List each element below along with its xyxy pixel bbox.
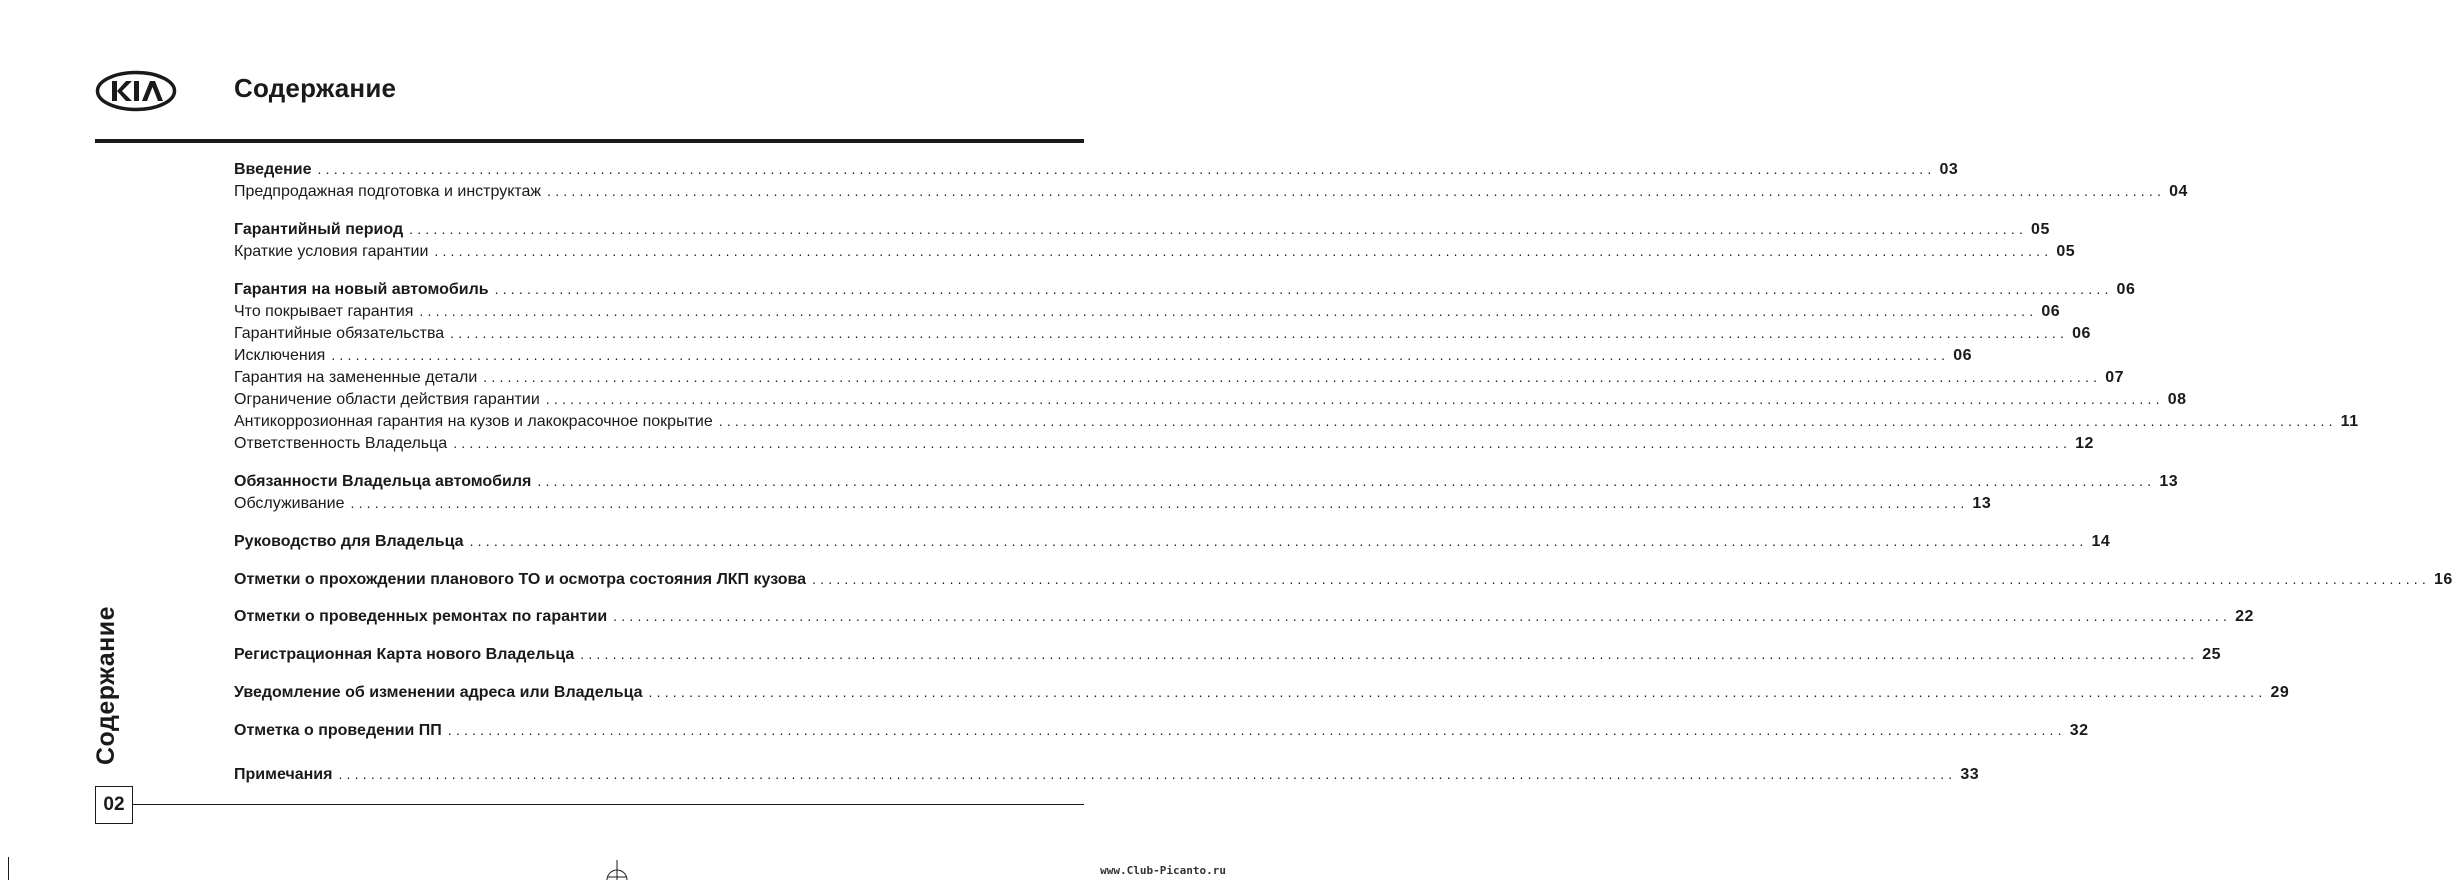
toc-entry-page: 05 bbox=[2031, 221, 2050, 238]
toc-entry-page: 14 bbox=[2091, 533, 2111, 550]
toc-entry-label: Гарантия на замененные детали bbox=[234, 369, 478, 386]
toc-entry-page: 07 bbox=[2105, 369, 2124, 386]
toc-entry[interactable] bbox=[234, 643, 2221, 665]
toc-entry-page: 33 bbox=[1960, 766, 1980, 783]
toc-entry-label: Предпродажная подготовка и инструктаж bbox=[234, 183, 542, 200]
toc-entry-page: 05 bbox=[2056, 243, 2076, 260]
toc-entry-label: Введение bbox=[234, 161, 312, 178]
toc-entry-label: Гарантийные обязательства bbox=[234, 325, 445, 342]
toc-entry-label: Ограничение области действия гарантии bbox=[234, 391, 540, 408]
toc-entry[interactable] bbox=[234, 300, 2061, 322]
toc-entry[interactable] bbox=[234, 180, 2188, 202]
page-number: 02 bbox=[95, 786, 133, 824]
toc-entry-label: Что покрывает гарантия bbox=[234, 303, 414, 320]
toc-entry-label: Гарантийный период bbox=[234, 221, 404, 238]
toc-entry[interactable] bbox=[234, 568, 2453, 590]
registration-mark-icon bbox=[605, 860, 629, 880]
header-rule bbox=[95, 139, 1084, 143]
toc-entry-page: 12 bbox=[2075, 435, 2094, 452]
toc-entry-label: Отметка о проведении ПП bbox=[234, 722, 442, 739]
toc-entry-page: 16 bbox=[2433, 571, 2453, 588]
toc-entry-page: 32 bbox=[2069, 722, 2089, 739]
toc-entry-page: 06 bbox=[2041, 303, 2061, 320]
toc-entry[interactable] bbox=[234, 605, 2254, 627]
side-section-label: Содержание bbox=[92, 605, 120, 765]
toc-leader-dots: ........................................................................................................................................................................................................ bbox=[547, 183, 2166, 199]
toc-entry[interactable] bbox=[234, 470, 2179, 492]
toc-entry-label: Обязанности Владельца автомобиля bbox=[234, 473, 532, 490]
toc-leader-dots: ........................................................................................................................................................................................................ bbox=[537, 473, 2156, 489]
toc-entry-page: 25 bbox=[2202, 646, 2221, 663]
toc-leader-dots: ........................................................................................................................................................................................................ bbox=[331, 347, 1950, 363]
toc-entry[interactable] bbox=[234, 432, 2094, 454]
toc-entry[interactable] bbox=[234, 218, 2050, 240]
toc-entry[interactable] bbox=[234, 344, 1973, 366]
toc-entry-page: 13 bbox=[1972, 495, 1992, 512]
toc-entry-page: 08 bbox=[2167, 391, 2187, 408]
toc-entry[interactable] bbox=[234, 719, 2089, 741]
toc-entry-label: Отметки о прохождении планового ТО и осмотра состояния ЛКП кузова bbox=[234, 571, 807, 588]
toc-leader-dots: ........................................................................................................................................................................................................ bbox=[613, 608, 2232, 624]
toc-leader-dots: ........................................................................................................................................................................................................ bbox=[648, 684, 2267, 700]
toc-entry[interactable] bbox=[234, 158, 1959, 180]
toc-entry-label: Ответственность Владельца bbox=[234, 435, 448, 452]
toc-leader-dots: ........................................................................................................................................................................................................ bbox=[338, 766, 1957, 782]
toc-entry[interactable] bbox=[234, 388, 2187, 410]
toc-leader-dots: ........................................................................................................................................................................................................ bbox=[317, 161, 1936, 177]
toc-entry[interactable] bbox=[234, 530, 2111, 552]
toc-leader-dots: ........................................................................................................................................................................................................ bbox=[453, 435, 2072, 451]
toc-entry-page: 22 bbox=[2235, 608, 2254, 625]
toc-leader-dots: ........................................................................................................................................................................................................ bbox=[545, 391, 2164, 407]
toc-entry-page: 06 bbox=[1953, 347, 1973, 364]
toc-leader-dots: ........................................................................................................................................................................................................ bbox=[447, 722, 2066, 738]
toc-entry-page: 13 bbox=[2159, 473, 2179, 490]
toc-leader-dots: ........................................................................................................................................................................................................ bbox=[483, 369, 2102, 385]
toc-leader-dots: ........................................................................................................................................................................................................ bbox=[580, 646, 2199, 662]
watermark: www.Club-Picanto.ru bbox=[1100, 864, 1226, 877]
toc-entry-page: 11 bbox=[2340, 413, 2359, 430]
toc-entry[interactable] bbox=[234, 681, 2290, 703]
toc-entry-label: Исключения bbox=[234, 347, 326, 364]
toc-entry[interactable] bbox=[234, 322, 2091, 344]
toc-entry[interactable] bbox=[234, 278, 2136, 300]
toc-leader-dots: ........................................................................................................................................................................................................ bbox=[434, 243, 2053, 259]
toc-leader-dots: ........................................................................................................................................................................................................ bbox=[409, 221, 2028, 237]
toc-entry-label: Регистрационная Карта нового Владельца bbox=[234, 646, 575, 663]
toc-entry-label: Гарантия на новый автомобиль bbox=[234, 281, 489, 298]
toc-leader-dots: ........................................................................................................................................................................................................ bbox=[450, 325, 2069, 341]
toc-entry-label: Руководство для Владельца bbox=[234, 533, 464, 550]
toc-leader-dots: ........................................................................................................................................................................................................ bbox=[718, 413, 2337, 429]
toc-leader-dots: ........................................................................................................................................................................................................ bbox=[419, 303, 2038, 319]
toc-entry-label: Антикоррозионная гарантия на кузов и лакокрасочное покрытие bbox=[234, 413, 713, 430]
toc-entry-label: Обслуживание bbox=[234, 495, 345, 512]
crop-mark-left bbox=[8, 857, 9, 880]
toc-entry[interactable] bbox=[234, 366, 2124, 388]
footer-rule bbox=[133, 804, 1084, 805]
toc-entry-label: Отметки о проведенных ремонтах по гарантии bbox=[234, 608, 608, 625]
toc-entry[interactable] bbox=[234, 410, 2359, 432]
toc-leader-dots: ........................................................................................................................................................................................................ bbox=[469, 533, 2088, 549]
toc-entry-label: Краткие условия гарантии bbox=[234, 243, 429, 260]
kia-logo bbox=[95, 70, 177, 112]
toc-entry-page: 29 bbox=[2270, 684, 2290, 701]
page-title: Содержание bbox=[234, 73, 397, 103]
toc-entry[interactable] bbox=[234, 763, 1980, 785]
toc-leader-dots: ........................................................................................................................................................................................................ bbox=[350, 495, 1969, 511]
toc-entry[interactable] bbox=[234, 240, 2076, 262]
toc-entry-page: 06 bbox=[2072, 325, 2091, 342]
toc-entry-label: Примечания bbox=[234, 766, 333, 783]
toc-leader-dots: ........................................................................................................................................................................................................ bbox=[812, 571, 2430, 587]
toc-entry-label: Уведомление об изменении адреса или Владельца bbox=[234, 684, 643, 701]
toc-entry[interactable] bbox=[234, 492, 1992, 514]
toc-leader-dots: ........................................................................................................................................................................................................ bbox=[494, 281, 2113, 297]
toc-entry-page: 03 bbox=[1939, 161, 1959, 178]
toc-entry-page: 06 bbox=[2116, 281, 2136, 298]
toc-entry-page: 04 bbox=[2169, 183, 2188, 200]
